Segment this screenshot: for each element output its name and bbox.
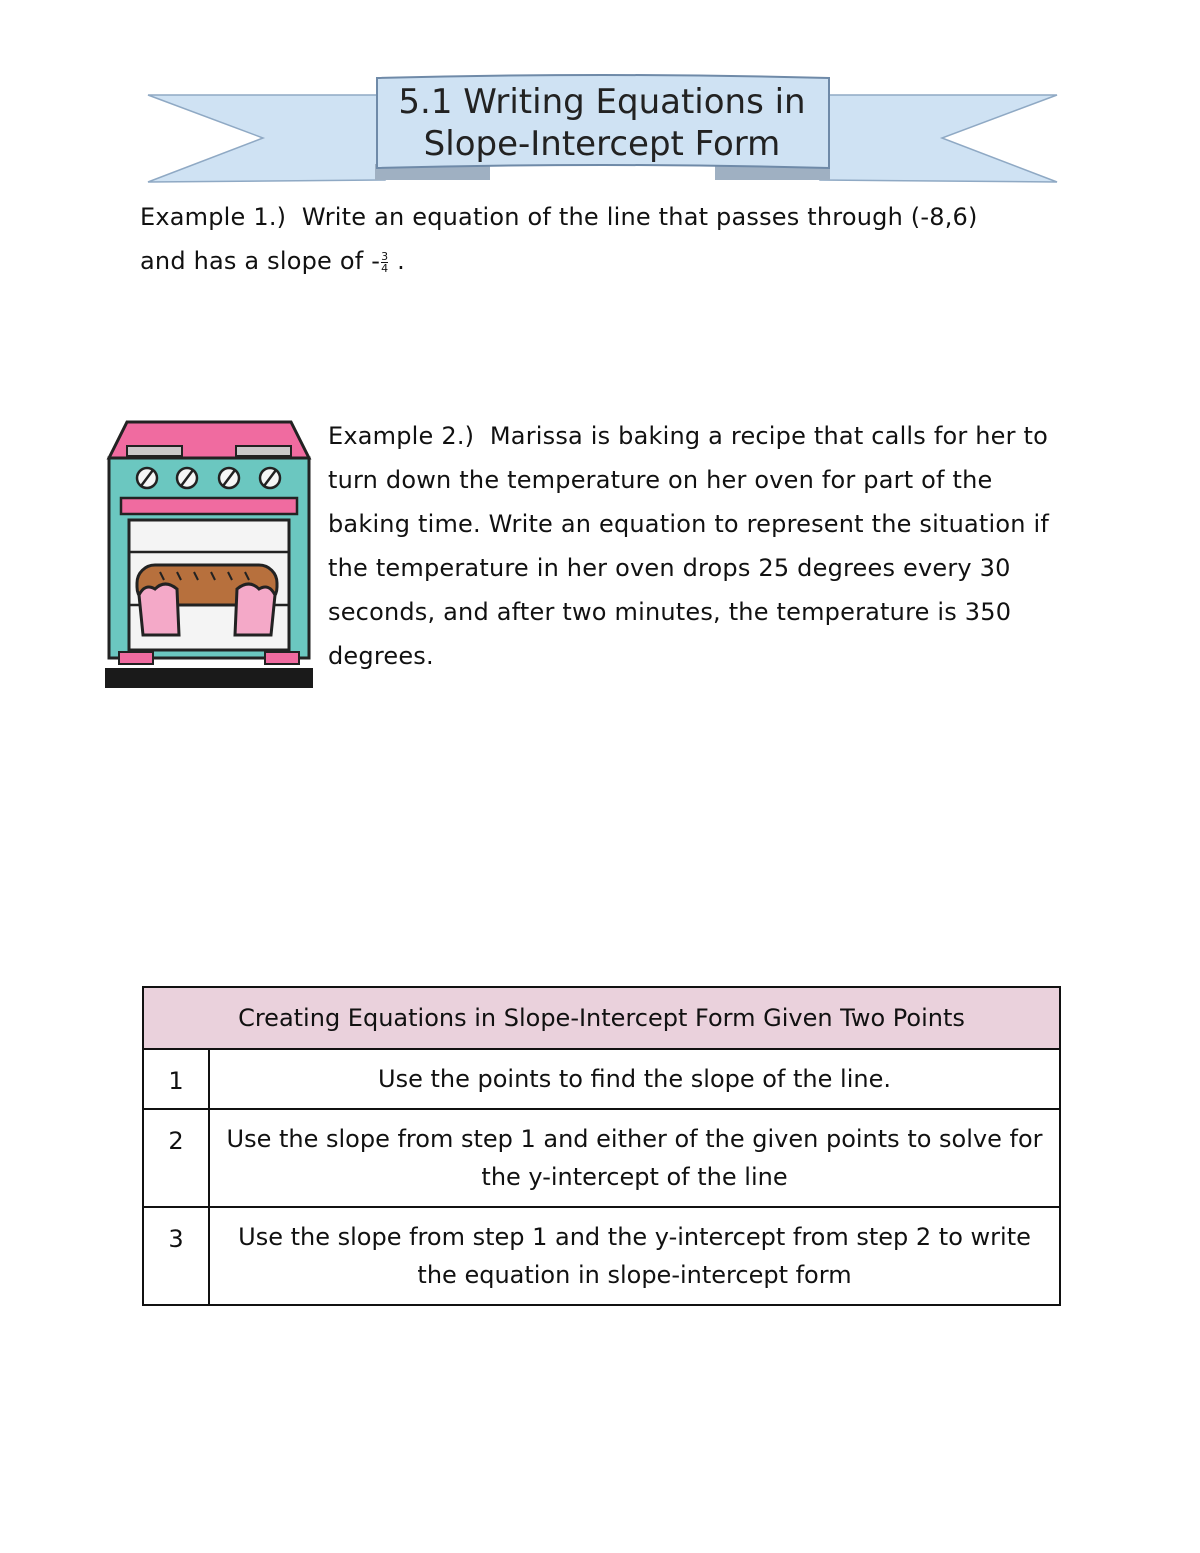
step-number: 2: [143, 1109, 209, 1207]
oven-illustration-icon: [105, 420, 313, 688]
example-2-label: Example 2.): [328, 422, 475, 450]
step-description: Use the slope from step 1 and the y-intercept from step 2 to write the equation in slope-intercept form: [209, 1207, 1060, 1305]
table-header: Creating Equations in Slope-Intercept Form Given Two Points: [143, 987, 1060, 1049]
step-number: 3: [143, 1207, 209, 1305]
example-1-text-2: and has a slope of -: [140, 247, 381, 275]
slope-fraction: [381, 251, 388, 274]
example-1-text: Write an equation of the line that passes through (-8,6): [301, 203, 978, 231]
example-1-line-2: [140, 239, 1060, 283]
title-line-1: 5.1 Writing Equations in: [398, 82, 806, 122]
example-1-suffix: .: [397, 247, 405, 275]
table-header-row: [143, 987, 1060, 1049]
table-row: [143, 1049, 1060, 1109]
title-line-2: Slope-Intercept Form: [423, 124, 781, 164]
table-row: [143, 1109, 1060, 1207]
step-description: Use the slope from step 1 and either of the given points to solve for the y-intercept of the line: [209, 1109, 1060, 1207]
page-title: [377, 78, 827, 168]
slope-numerator: 3: [381, 249, 389, 263]
example-1-label: Example 1.): [140, 203, 287, 231]
title-banner: [145, 70, 1060, 190]
example-1: [140, 195, 1060, 283]
slope-denominator: 4: [381, 261, 389, 275]
steps-table: [142, 986, 1061, 1306]
example-2: [328, 414, 1068, 678]
step-description: Use the points to find the slope of the line.: [209, 1049, 1060, 1109]
example-1-line-1: [140, 195, 1060, 239]
example-2-text: Marissa is baking a recipe that calls for her to turn down the temperature on her oven for part of the baking time. Write an equation to represent the situation if the temperature in her oven drops 25 degrees every 30 seconds, and after two minutes, the temperature is 350 degrees.: [328, 422, 1050, 670]
table-row: [143, 1207, 1060, 1305]
step-number: 1: [143, 1049, 209, 1109]
